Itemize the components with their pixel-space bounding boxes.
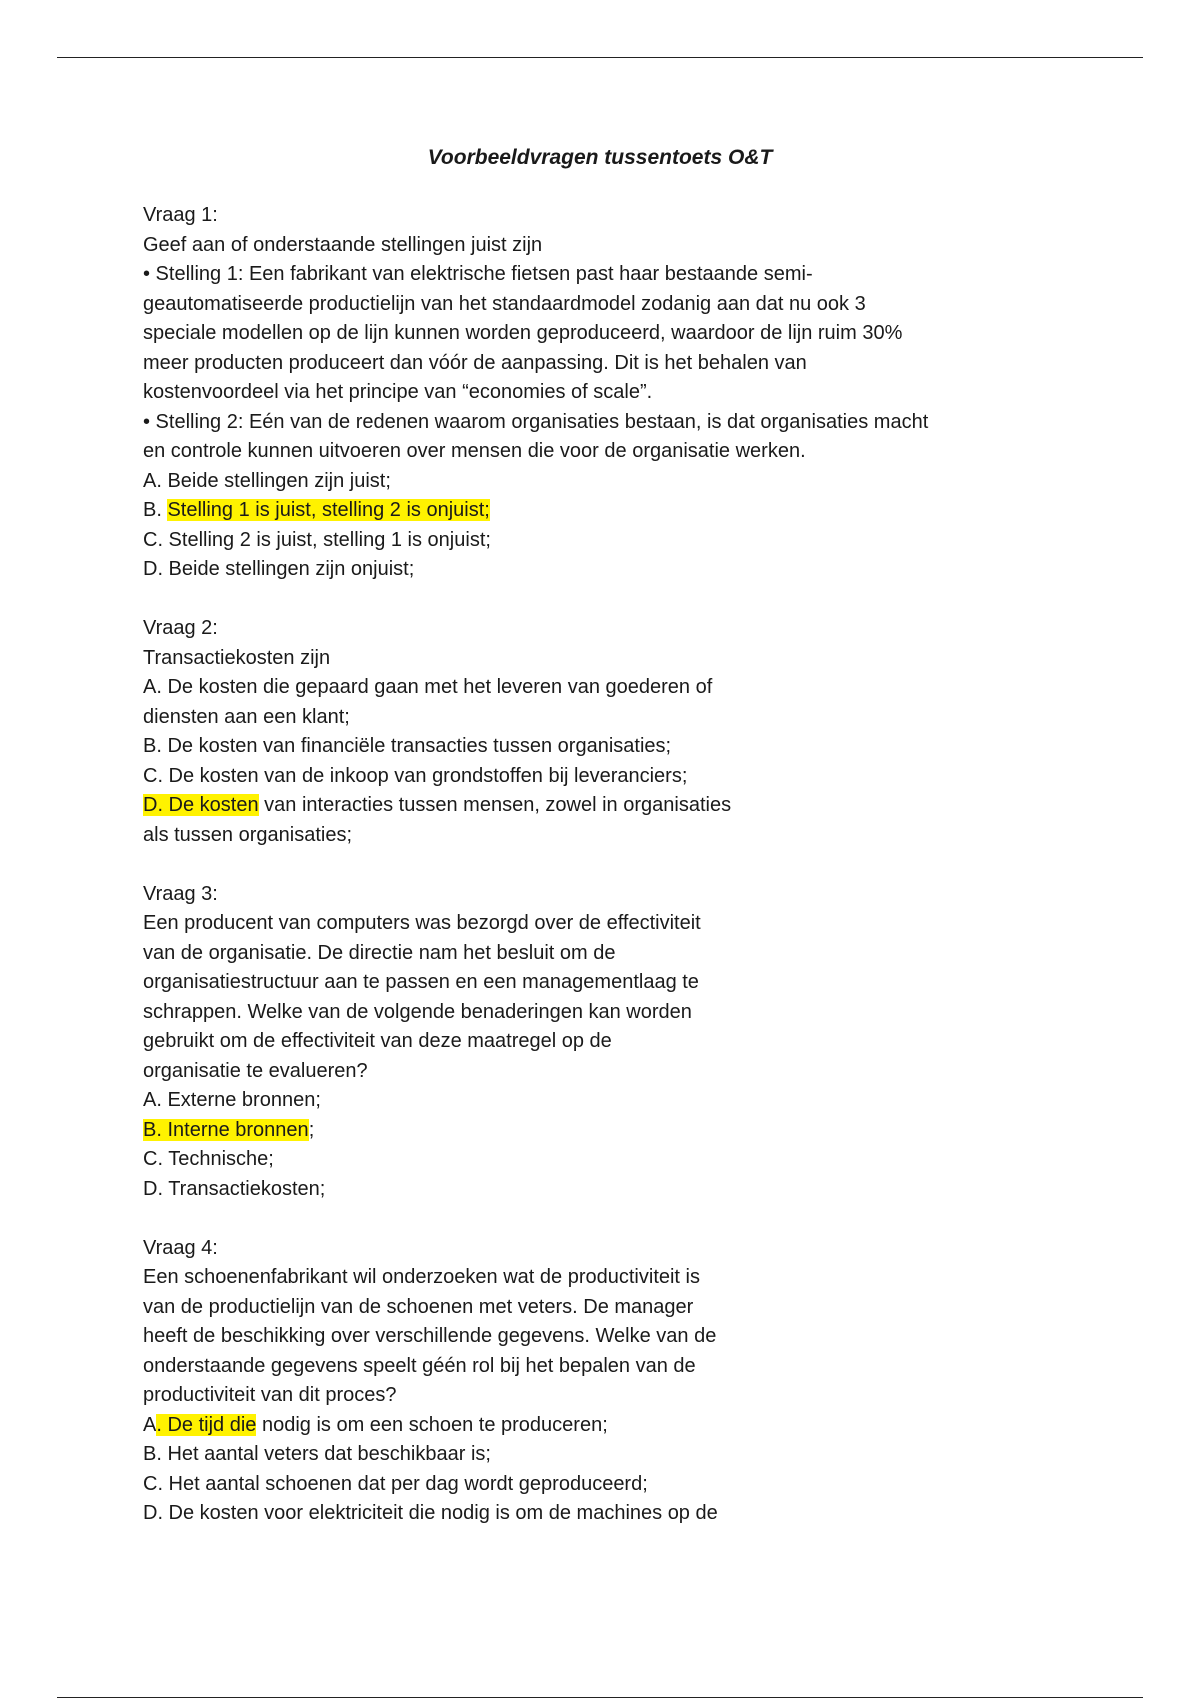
q1-answer-highlight: Stelling 1 is juist, stelling 2 is onjuist; (167, 499, 490, 521)
q4-option-a-prefix: A (143, 1413, 157, 1436)
q1-option-d: D. Beide stellingen zijn onjuist; (143, 558, 415, 580)
q2-option-d (143, 791, 1023, 821)
q3-prompt-line: organisatiestructuur aan te passen en een managementlaag te (143, 971, 699, 993)
q3-option-b (143, 1116, 1023, 1146)
q4-option-c: C. Het aantal schoenen dat per dag wordt geproduceerd; (143, 1472, 648, 1495)
q2-option-a-line: diensten aan een klant; (143, 705, 350, 728)
q2-option-b: B. De kosten van financiële transacties tussen organisaties; (143, 735, 672, 757)
document-body (143, 201, 1023, 1529)
q4-option-b: B. Het aantal veters dat beschikbaar is; (143, 1443, 491, 1465)
q3-answer-highlight: B. Interne bronnen (143, 1118, 309, 1141)
q1-option-a: A. Beide stellingen zijn juist; (143, 469, 391, 492)
q2-option-d-line2: als tussen organisaties; (143, 823, 353, 846)
q1-option-c: C. Stelling 2 is juist, stelling 1 is onjuist; (143, 528, 491, 551)
q4-prompt-line: productiviteit van dit proces? (143, 1384, 397, 1406)
q1-prompt: Geef aan of onderstaande stellingen juist zijn (143, 233, 543, 256)
q4-option-a (143, 1411, 1023, 1441)
q3-prompt-line: schrappen. Welke van de volgende benaderingen kan worden (143, 1000, 692, 1023)
q1-statement1-line: geautomatiseerde productielijn van het standaardmodel zodanig aan dat nu ook 3 (143, 292, 866, 315)
q2-answer-highlight: D. De kosten (143, 794, 259, 816)
q3-option-b-rest: ; (308, 1118, 315, 1141)
q3-prompt-line: Een producent van computers was bezorgd over de effectiviteit (143, 912, 701, 934)
q3-prompt-line: gebruikt om de effectiviteit van deze maatregel op de (143, 1030, 612, 1052)
q4-prompt-line: van de productielijn van de schoenen met veters. De manager (143, 1295, 694, 1318)
q1-heading: Vraag 1: (143, 204, 218, 226)
document-title: Voorbeeldvragen tussentoets O&T (427, 146, 773, 169)
q2-option-d-rest: van interacties tussen mensen, zowel in organisaties (258, 794, 732, 816)
q1-statement1-line: meer producten produceert dan vóór de aanpassing. Dit is het behalen van (143, 351, 807, 374)
q3-prompt-line: van de organisatie. De directie nam het besluit om de (143, 941, 616, 964)
q2-prompt: Transactiekosten zijn (143, 646, 331, 669)
spacer (143, 1204, 1023, 1234)
q4-prompt-line: onderstaande gegevens speelt géén rol bij het bepalen van de (143, 1354, 696, 1377)
q2-option-c: C. De kosten van de inkoop van grondstoffen bij leveranciers; (143, 764, 688, 787)
q2-option-a-line: A. De kosten die gepaard gaan met het leveren van goederen of (143, 676, 713, 698)
q1-option-b-prefix: B. (143, 499, 168, 521)
q4-prompt-line: heeft de beschikking over verschillende gegevens. Welke van de (143, 1325, 717, 1347)
q4-option-a-rest: nodig is om een schoen te produceren; (256, 1413, 608, 1436)
q4-prompt-line: Een schoenenfabrikant wil onderzoeken wat de productiviteit is (143, 1266, 700, 1288)
spacer (143, 585, 1023, 615)
bottom-rule (57, 1697, 1143, 1698)
q3-option-d: D. Transactiekosten; (143, 1177, 326, 1200)
q1-statement1-line: speciale modellen op de lijn kunnen worden geproduceerd, waardoor de lijn ruim 30% (143, 322, 903, 344)
q3-option-a: A. Externe bronnen; (143, 1089, 321, 1111)
q1-statement1-line: kostenvoordeel via het principe van “economies of scale”. (143, 381, 653, 403)
q1-statement1-line: • Stelling 1: Een fabrikant van elektrische fietsen past haar bestaande semi- (143, 263, 813, 285)
q4-option-d: D. De kosten voor elektriciteit die nodig is om de machines op de (143, 1502, 718, 1524)
q3-heading: Vraag 3: (143, 882, 218, 905)
q1-option-b (143, 496, 1023, 526)
q4-heading: Vraag 4: (143, 1236, 218, 1259)
q3-option-c: C. Technische; (143, 1148, 274, 1170)
q1-statement2-line: en controle kunnen uitvoeren over mensen die voor de organisatie werken. (143, 440, 806, 462)
top-rule (57, 57, 1143, 58)
q3-prompt-line: organisatie te evalueren? (143, 1059, 368, 1082)
q2-heading: Vraag 2: (143, 617, 218, 639)
q4-answer-highlight: . De tijd die (156, 1413, 257, 1436)
q1-statement2-line: • Stelling 2: Eén van de redenen waarom organisaties bestaan, is dat organisaties macht (143, 410, 929, 433)
spacer (143, 850, 1023, 880)
